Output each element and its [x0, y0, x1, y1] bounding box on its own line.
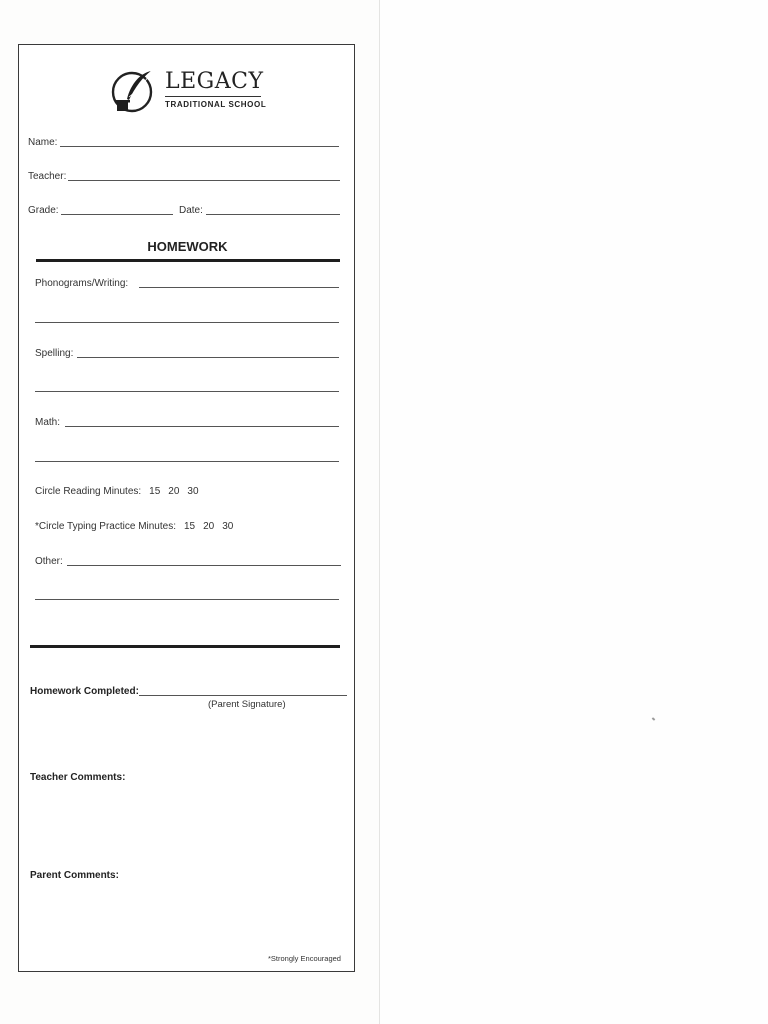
grade-field[interactable] — [61, 214, 173, 215]
scan-speck — [652, 717, 656, 720]
math-field-line-2[interactable] — [35, 461, 339, 462]
spelling-label: Spelling: — [35, 348, 74, 359]
footnote: *Strongly Encouraged — [268, 954, 341, 963]
phonograms-field[interactable] — [139, 287, 339, 288]
homework-card — [18, 44, 355, 972]
reading-option-20[interactable]: 20 — [168, 486, 180, 497]
phonograms-label: Phonograms/Writing: — [35, 278, 129, 289]
reading-option-15[interactable]: 15 — [149, 486, 161, 497]
typing-minutes — [35, 521, 233, 532]
date-field[interactable] — [206, 214, 340, 215]
other-field[interactable] — [67, 565, 341, 566]
name-field[interactable] — [60, 146, 339, 147]
blank-page — [380, 0, 768, 1024]
phonograms-field-line-2[interactable] — [35, 322, 339, 323]
reading-minutes — [35, 486, 199, 497]
other-label: Other: — [35, 556, 63, 567]
teacher-field[interactable] — [68, 180, 340, 181]
homework-completed-label: Homework Completed: — [30, 686, 139, 697]
spelling-field[interactable] — [77, 357, 339, 358]
school-name: LEGACY — [165, 69, 264, 94]
teacher-comments-label: Teacher Comments: — [30, 772, 126, 783]
reading-minutes-label: Circle Reading Minutes: — [35, 486, 142, 497]
heading-divider — [36, 259, 340, 262]
typing-option-30[interactable]: 30 — [222, 521, 234, 532]
homework-heading: HOMEWORK — [147, 239, 228, 254]
parent-signature-field[interactable] — [139, 695, 347, 696]
teacher-label: Teacher: — [28, 171, 67, 182]
date-label: Date: — [179, 205, 203, 216]
school-subtitle: TRADITIONAL SCHOOL — [165, 100, 267, 109]
other-field-line-2[interactable] — [35, 599, 339, 600]
spelling-field-line-2[interactable] — [35, 391, 339, 392]
name-label: Name: — [28, 137, 58, 148]
math-field[interactable] — [65, 426, 339, 427]
typing-option-20[interactable]: 20 — [203, 521, 215, 532]
logo-divider — [165, 96, 261, 97]
reading-option-30[interactable]: 30 — [187, 486, 199, 497]
parent-comments-label: Parent Comments: — [30, 870, 119, 881]
section-divider — [30, 645, 340, 648]
math-label: Math: — [35, 417, 61, 428]
grade-label: Grade: — [28, 205, 59, 216]
typing-option-15[interactable]: 15 — [183, 521, 196, 532]
typing-minutes-label: *Circle Typing Practice Minutes: — [35, 521, 176, 532]
quill-inkwell-icon — [111, 67, 157, 115]
parent-signature-caption: (Parent Signature) — [208, 699, 286, 710]
